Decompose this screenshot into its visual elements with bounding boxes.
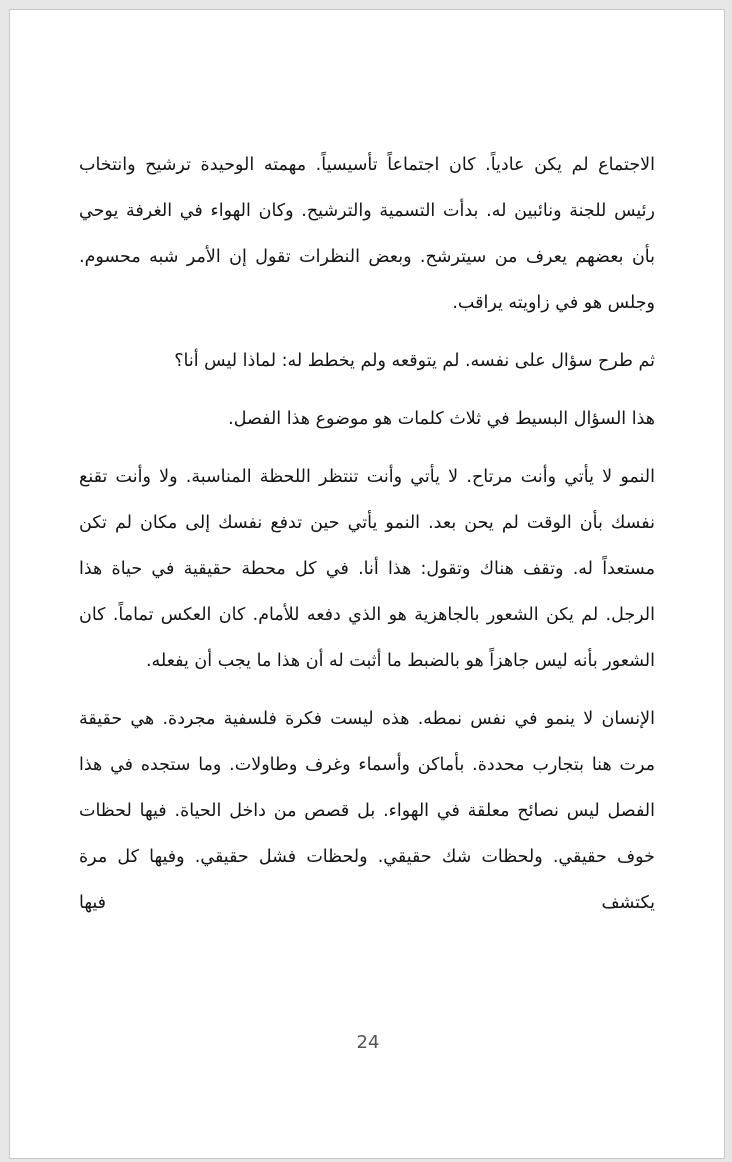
page-number: 24 bbox=[356, 1032, 380, 1053]
paragraph-4: النمو لا يأتي وأنت مرتاح. لا يأتي وأنت تنتظر اللحظة المناسبة. ولا وأنت تقنع نفسك بأن الوقت لم يحن بعد. النمو يأتي حين تدفع نفسك إلى مكان لم تكن مستعداً له. وتقف هناك وتقول: هذا أنا. في كل محطة حقيقية في حياة هذا الرجل. لم يكن الشعور بالجاهزية هو الذي دفعه للأمام. كان العكس تماماً. كان الشعور بأنه ليس جاهزاً هو بالضبط ما أثبت له أن هذا ما يجب أن يفعله. bbox=[79, 467, 655, 671]
paragraph-1: الاجتماع لم يكن عادياً. كان اجتماعاً تأسيسياً. مهمته الوحيدة ترشيح وانتخاب رئيس للجنة ونائبين له. بدأت التسمية والترشيح. وكان الهواء في الغرفة يوحي بأن بعضهم يعرف من سيترشح. وبعض النظرات تقول إن الأمر شبه محسوم. وجلس هو في زاويته يراقب. bbox=[79, 155, 655, 313]
paragraph-3: هذا السؤال البسيط في ثلاث كلمات هو موضوع هذا الفصل. bbox=[228, 409, 655, 429]
body-text bbox=[79, 142, 655, 938]
paragraph-5: الإنسان لا ينمو في نفس نمطه. هذه ليست فكرة فلسفية مجردة. هي حقيقة مرت هنا بتجارب محددة. بأماكن وأسماء وغرف وطاولات. وما ستجده في هذا الفصل ليس نصائح معلقة في الهواء. بل قصص من داخل الحياة. فيها لحظات خوف حقيقي. ولحظات شك حقيقي. ولحظات فشل حقيقي. وفيها كل مرة يكتشف فيها bbox=[79, 709, 655, 913]
paragraph-2: ثم طرح سؤال على نفسه. لم يتوقعه ولم يخطط له: لماذا ليس أنا؟ bbox=[174, 351, 655, 371]
document-page bbox=[9, 9, 725, 1159]
